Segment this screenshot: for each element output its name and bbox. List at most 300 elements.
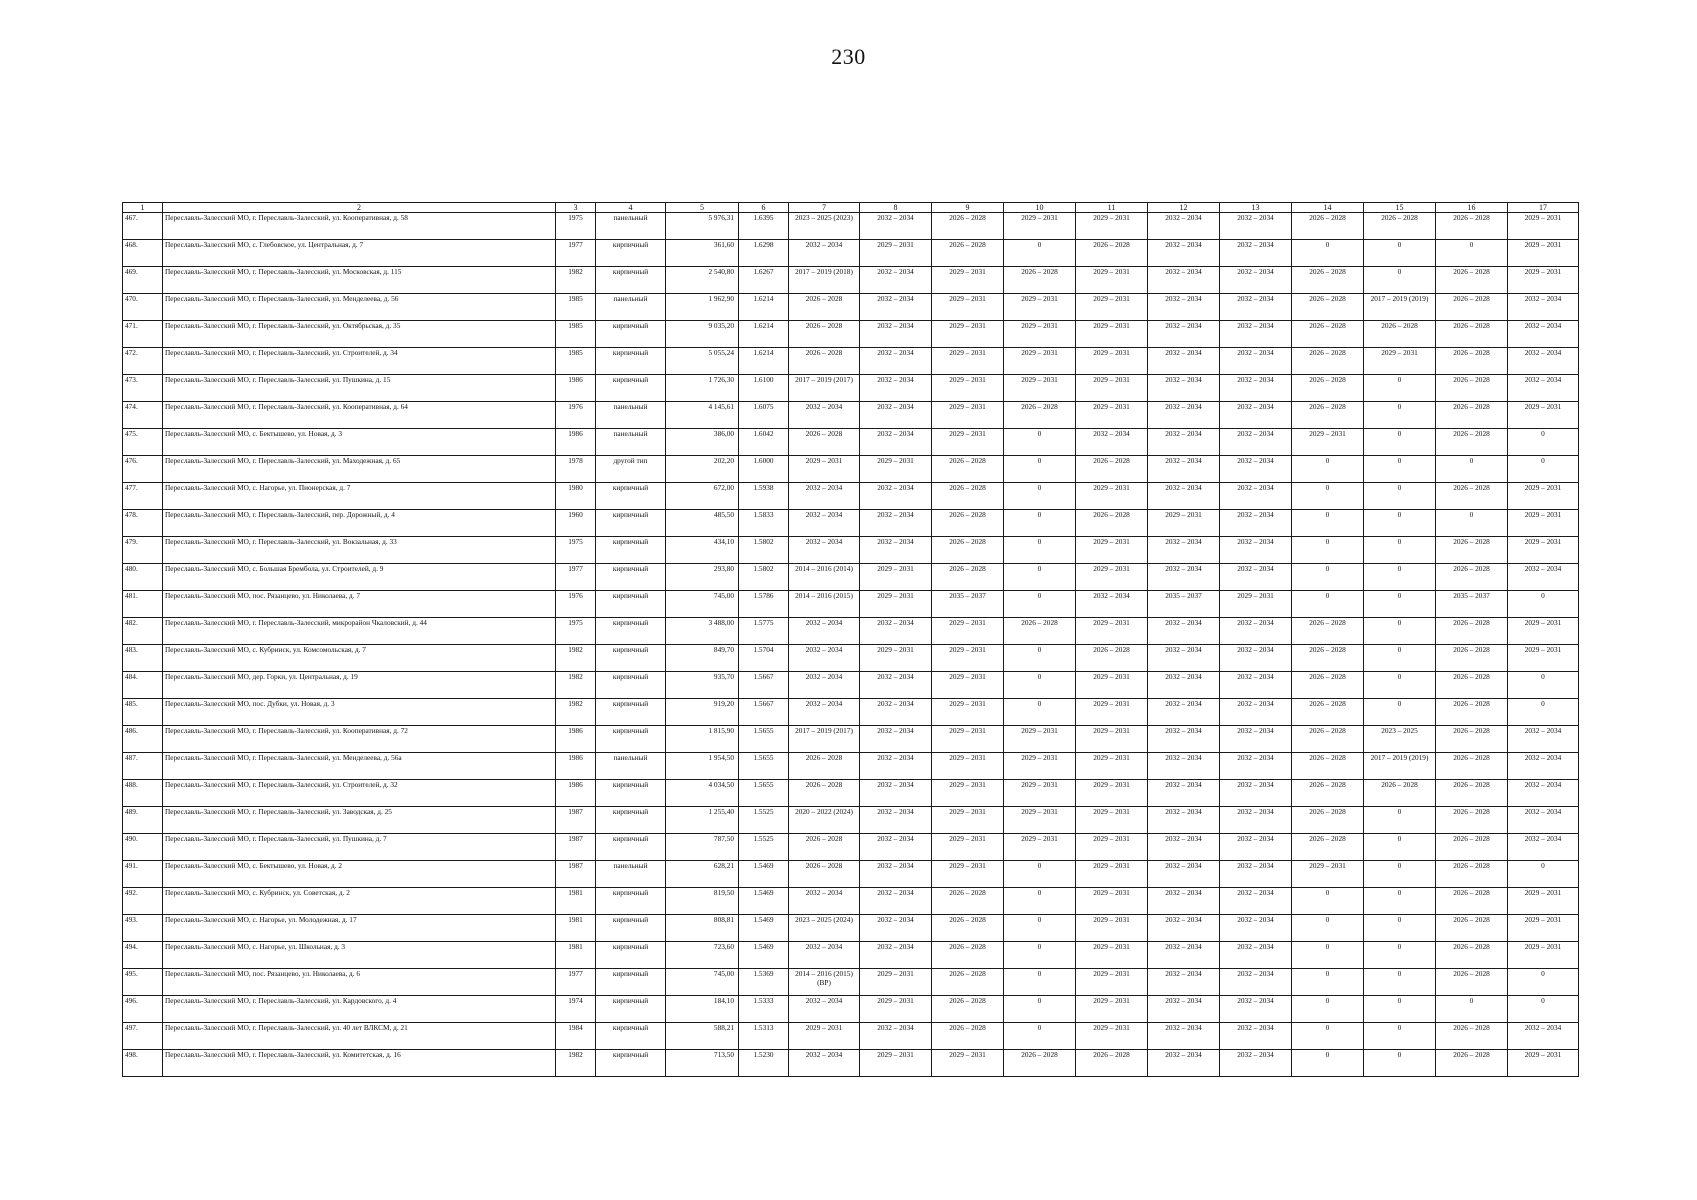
repair-period-cell: 2032 – 2034	[1220, 861, 1292, 888]
row-number-cell: 495.	[123, 969, 163, 996]
repair-period-cell: 2026 – 2028	[1436, 888, 1508, 915]
repair-period-cell: 2026 – 2028	[1436, 1023, 1508, 1050]
repair-period-cell: 2032 – 2034	[1220, 294, 1292, 321]
repair-period-cell: 0	[1364, 267, 1436, 294]
repair-period-cell: 2032 – 2034	[1220, 969, 1292, 996]
repair-period-cell: 2032 – 2034	[1508, 321, 1579, 348]
repair-period-cell: 2020 – 2022 (2024)	[789, 807, 860, 834]
area-cell: 202,20	[666, 456, 739, 483]
repair-period-cell: 2026 – 2028	[789, 780, 860, 807]
repair-period-cell: 2026 – 2028	[1436, 402, 1508, 429]
repair-period-cell: 2032 – 2034	[789, 510, 860, 537]
index-cell: 1.5775	[739, 618, 789, 645]
repair-period-cell: 2032 – 2034	[1220, 510, 1292, 537]
wall-material-cell: панельный	[596, 753, 666, 780]
row-number-cell: 476.	[123, 456, 163, 483]
repair-period-cell: 2032 – 2034	[1148, 456, 1220, 483]
repair-period-cell: 0	[1508, 591, 1579, 618]
table-row	[123, 1023, 1579, 1050]
year-cell: 1982	[556, 267, 596, 294]
repair-period-cell: 2026 – 2028	[1292, 618, 1364, 645]
index-cell: 1.5469	[739, 861, 789, 888]
repair-period-cell: 2026 – 2028	[1436, 780, 1508, 807]
repair-period-cell: 2032 – 2034	[789, 1050, 860, 1077]
repair-period-cell: 2032 – 2034	[1148, 321, 1220, 348]
repair-period-cell: 2032 – 2034	[1220, 348, 1292, 375]
repair-period-cell: 2029 – 2031	[1076, 861, 1148, 888]
column-header: 9	[932, 203, 1004, 213]
address-cell: Переславль-Залесский МО, г. Переславль-Залесский, ул. Комитетская, д. 16	[163, 1050, 556, 1077]
row-number-cell: 490.	[123, 834, 163, 861]
repair-period-cell: 2029 – 2031	[1004, 780, 1076, 807]
index-cell: 1.5469	[739, 915, 789, 942]
repair-period-cell: 2032 – 2034	[789, 888, 860, 915]
repair-period-cell: 2029 – 2031	[932, 402, 1004, 429]
repair-period-cell: 2032 – 2034	[1148, 213, 1220, 240]
wall-material-cell: кирпичный	[596, 699, 666, 726]
repair-period-cell: 2026 – 2028	[1292, 672, 1364, 699]
repair-period-cell: 2026 – 2028	[1076, 456, 1148, 483]
repair-period-cell: 2032 – 2034	[1148, 780, 1220, 807]
repair-period-cell: 0	[1364, 699, 1436, 726]
table-row	[123, 996, 1579, 1023]
repair-period-cell: 2032 – 2034	[1220, 672, 1292, 699]
repair-period-cell: 0	[1364, 618, 1436, 645]
table-row	[123, 294, 1579, 321]
row-number-cell: 473.	[123, 375, 163, 402]
repair-period-cell: 2029 – 2031	[1508, 510, 1579, 537]
repair-period-cell: 2032 – 2034	[1148, 996, 1220, 1023]
repair-period-cell: 2032 – 2034	[1220, 780, 1292, 807]
address-cell: Переславль-Залесский МО, г. Переславль-Залесский, ул. Пушкина, д. 7	[163, 834, 556, 861]
repair-period-cell: 2026 – 2028	[789, 861, 860, 888]
index-cell: 1.5704	[739, 645, 789, 672]
year-cell: 1987	[556, 861, 596, 888]
year-cell: 1977	[556, 240, 596, 267]
repair-period-cell: 2029 – 2031	[932, 672, 1004, 699]
repair-period-cell: 2032 – 2034	[860, 402, 932, 429]
repair-period-cell: 2032 – 2034	[860, 753, 932, 780]
address-cell: Переславль-Залесский МО, г. Переславль-Залесский, ул. Строителей, д. 32	[163, 780, 556, 807]
repair-period-cell: 2032 – 2034	[1148, 537, 1220, 564]
repair-period-cell: 2032 – 2034	[1148, 240, 1220, 267]
repair-period-cell: 2032 – 2034	[1148, 348, 1220, 375]
row-number-cell: 477.	[123, 483, 163, 510]
repair-period-cell: 2026 – 2028	[1076, 240, 1148, 267]
repair-period-cell: 2029 – 2031	[932, 1050, 1004, 1077]
repair-period-cell: 2029 – 2031	[1076, 780, 1148, 807]
repair-period-cell: 2032 – 2034	[1508, 375, 1579, 402]
repair-period-cell: 2032 – 2034	[1220, 726, 1292, 753]
repair-period-cell: 2029 – 2031	[1508, 618, 1579, 645]
area-cell: 628,21	[666, 861, 739, 888]
year-cell: 1985	[556, 294, 596, 321]
repair-period-cell: 2026 – 2028	[1436, 537, 1508, 564]
address-cell: Переславль-Залесский МО, г. Переславль-Залесский, ул. Вокзальная, д. 33	[163, 537, 556, 564]
repair-period-cell: 0	[1292, 942, 1364, 969]
address-cell: Переславль-Залесский МО, г. Переславль-Залесский, ул. Заводская, д. 25	[163, 807, 556, 834]
repair-period-cell: 2029 – 2031	[1076, 213, 1148, 240]
repair-period-cell: 2032 – 2034	[860, 942, 932, 969]
repair-period-cell: 2032 – 2034	[1220, 996, 1292, 1023]
wall-material-cell: кирпичный	[596, 537, 666, 564]
area-cell: 819,50	[666, 888, 739, 915]
address-cell: Переславль-Залесский МО, с. Бектышево, ул. Новая, д. 3	[163, 429, 556, 456]
repair-period-cell: 0	[1508, 429, 1579, 456]
wall-material-cell: панельный	[596, 213, 666, 240]
repair-period-cell: 2032 – 2034	[860, 807, 932, 834]
table-row	[123, 402, 1579, 429]
repair-period-cell: 2017 – 2019 (2017)	[789, 726, 860, 753]
repair-period-cell: 2026 – 2028	[1076, 1050, 1148, 1077]
repair-period-cell: 2032 – 2034	[860, 267, 932, 294]
repair-period-cell: 2032 – 2034	[789, 483, 860, 510]
address-cell: Переславль-Залесский МО, г. Переславль-Залесский, микрорайон Чкаловский, д. 44	[163, 618, 556, 645]
repair-period-cell: 2026 – 2028	[1436, 861, 1508, 888]
repair-period-cell: 2032 – 2034	[1220, 240, 1292, 267]
year-cell: 1976	[556, 402, 596, 429]
repair-period-cell: 2026 – 2028	[1436, 213, 1508, 240]
repair-period-cell: 2032 – 2034	[1148, 564, 1220, 591]
year-cell: 1982	[556, 645, 596, 672]
repair-period-cell: 2032 – 2034	[860, 213, 932, 240]
row-number-cell: 480.	[123, 564, 163, 591]
table-row	[123, 753, 1579, 780]
repair-period-cell: 2029 – 2031	[1508, 537, 1579, 564]
area-cell: 293,80	[666, 564, 739, 591]
repair-period-cell: 2029 – 2031	[789, 1023, 860, 1050]
wall-material-cell: кирпичный	[596, 510, 666, 537]
repair-period-cell: 2029 – 2031	[1508, 267, 1579, 294]
repair-period-cell: 2032 – 2034	[860, 699, 932, 726]
repair-period-cell: 2029 – 2031	[1076, 699, 1148, 726]
repair-period-cell: 2029 – 2031	[1004, 213, 1076, 240]
repair-period-cell: 2029 – 2031	[1076, 726, 1148, 753]
address-cell: Переславль-Залесский МО, пос. Рязанцево, ул. Николаева, д. 7	[163, 591, 556, 618]
wall-material-cell: кирпичный	[596, 996, 666, 1023]
repair-period-cell: 2032 – 2034	[860, 726, 932, 753]
repair-period-cell: 2026 – 2028	[932, 456, 1004, 483]
area-cell: 434,10	[666, 537, 739, 564]
repair-period-cell: 0	[1508, 996, 1579, 1023]
repair-period-cell: 2032 – 2034	[1508, 294, 1579, 321]
repair-period-cell: 2026 – 2028	[1292, 348, 1364, 375]
repair-period-cell: 2032 – 2034	[1220, 402, 1292, 429]
repair-period-cell: 2029 – 2031	[932, 861, 1004, 888]
repair-period-cell: 2029 – 2031	[1508, 240, 1579, 267]
wall-material-cell: кирпичный	[596, 915, 666, 942]
repair-period-cell: 2032 – 2034	[1508, 348, 1579, 375]
repair-period-cell: 2029 – 2031	[1076, 618, 1148, 645]
repair-period-cell: 2032 – 2034	[1220, 321, 1292, 348]
repair-period-cell: 0	[1364, 1023, 1436, 1050]
repair-period-cell: 2032 – 2034	[1148, 429, 1220, 456]
repair-period-cell: 0	[1292, 537, 1364, 564]
index-cell: 1.6042	[739, 429, 789, 456]
table-row	[123, 375, 1579, 402]
repair-period-cell: 2026 – 2028	[1436, 672, 1508, 699]
repair-period-cell: 2032 – 2034	[1148, 1050, 1220, 1077]
row-number-cell: 483.	[123, 645, 163, 672]
repair-period-cell: 2026 – 2028	[789, 753, 860, 780]
wall-material-cell: кирпичный	[596, 645, 666, 672]
repair-period-cell: 0	[1508, 969, 1579, 996]
address-cell: Переславль-Залесский МО, с. Кубринск, ул. Комсомольская, д. 7	[163, 645, 556, 672]
repair-period-cell: 0	[1004, 564, 1076, 591]
repair-period-cell: 0	[1004, 1023, 1076, 1050]
area-cell: 672,00	[666, 483, 739, 510]
index-cell: 1.6000	[739, 456, 789, 483]
repair-period-cell: 0	[1004, 537, 1076, 564]
table-row	[123, 780, 1579, 807]
repair-period-cell: 0	[1292, 969, 1364, 996]
repair-period-cell: 2032 – 2034	[1220, 807, 1292, 834]
repair-period-cell: 0	[1004, 915, 1076, 942]
repair-period-cell: 0	[1292, 1050, 1364, 1077]
index-cell: 1.5802	[739, 564, 789, 591]
repair-period-cell: 2032 – 2034	[1076, 429, 1148, 456]
repair-period-cell: 0	[1436, 510, 1508, 537]
repair-period-cell: 2029 – 2031	[1076, 483, 1148, 510]
repair-period-cell: 2032 – 2034	[1148, 483, 1220, 510]
repair-period-cell: 2032 – 2034	[789, 402, 860, 429]
repair-period-cell: 2032 – 2034	[1148, 915, 1220, 942]
repair-period-cell: 2029 – 2031	[932, 294, 1004, 321]
repair-period-cell: 0	[1364, 888, 1436, 915]
repair-period-cell: 2029 – 2031	[860, 1050, 932, 1077]
repair-period-cell: 0	[1004, 510, 1076, 537]
repair-period-cell: 2029 – 2031	[1508, 888, 1579, 915]
area-cell: 361,60	[666, 240, 739, 267]
repair-period-cell: 2032 – 2034	[1508, 753, 1579, 780]
address-cell: Переславль-Залесский МО, с. Бектышево, ул. Новая, д. 2	[163, 861, 556, 888]
wall-material-cell: кирпичный	[596, 780, 666, 807]
repair-period-cell: 2029 – 2031	[1004, 807, 1076, 834]
repair-period-cell: 2023 – 2025 (2024)	[789, 915, 860, 942]
table-row	[123, 915, 1579, 942]
repair-period-cell: 2017 – 2019 (2019)	[1364, 294, 1436, 321]
repair-period-cell: 2026 – 2028	[1436, 807, 1508, 834]
repair-period-cell: 2029 – 2031	[1076, 807, 1148, 834]
repair-period-cell: 2029 – 2031	[1004, 726, 1076, 753]
repair-period-cell: 2026 – 2028	[1004, 1050, 1076, 1077]
index-cell: 1.5786	[739, 591, 789, 618]
column-header: 8	[860, 203, 932, 213]
repair-period-cell: 0	[1364, 969, 1436, 996]
table-row	[123, 726, 1579, 753]
row-number-cell: 478.	[123, 510, 163, 537]
address-cell: Переславль-Залесский МО, пос. Дубки, ул. Новая, д. 3	[163, 699, 556, 726]
repair-period-cell: 2026 – 2028	[789, 834, 860, 861]
repair-period-cell: 2032 – 2034	[1220, 267, 1292, 294]
repair-period-cell: 2029 – 2031	[1076, 942, 1148, 969]
address-cell: Переславль-Залесский МО, с. Большая Брембола, ул. Строителей, д. 9	[163, 564, 556, 591]
table-row	[123, 240, 1579, 267]
repair-period-cell: 2029 – 2031	[1508, 942, 1579, 969]
repair-period-cell: 2026 – 2028	[932, 564, 1004, 591]
repair-period-cell: 0	[1004, 942, 1076, 969]
repair-period-cell: 0	[1364, 537, 1436, 564]
index-cell: 1.5333	[739, 996, 789, 1023]
repair-period-cell: 0	[1292, 456, 1364, 483]
repair-period-cell: 2029 – 2031	[1076, 348, 1148, 375]
address-cell: Переславль-Залесский МО, г. Переславль-Залесский, пер. Дорожный, д. 4	[163, 510, 556, 537]
year-cell: 1974	[556, 996, 596, 1023]
repair-period-cell: 2032 – 2034	[1220, 1050, 1292, 1077]
table-row	[123, 969, 1579, 996]
address-cell: Переславль-Залесский МО, г. Переславль-Залесский, ул. Октябрьская, д. 35	[163, 321, 556, 348]
repair-period-cell: 2032 – 2034	[1508, 780, 1579, 807]
address-cell: Переславль-Залесский МО, пос. Рязанцево, ул. Николаева, д. 6	[163, 969, 556, 996]
repair-period-cell: 2029 – 2031	[932, 726, 1004, 753]
repair-period-cell: 2026 – 2028	[1436, 645, 1508, 672]
row-number-cell: 469.	[123, 267, 163, 294]
address-cell: Переславль-Залесский МО, г. Переславль-Залесский, ул. Московская, д. 115	[163, 267, 556, 294]
year-cell: 1986	[556, 726, 596, 753]
address-cell: Переславль-Залесский МО, г. Переславль-Залесский, ул. 40 лет ВЛКСМ, д. 21	[163, 1023, 556, 1050]
repair-period-cell: 2032 – 2034	[1508, 834, 1579, 861]
wall-material-cell: кирпичный	[596, 942, 666, 969]
row-number-cell: 472.	[123, 348, 163, 375]
repair-period-cell: 2029 – 2031	[1076, 1023, 1148, 1050]
repair-period-cell: 2032 – 2034	[1148, 834, 1220, 861]
repair-period-cell: 2032 – 2034	[1148, 969, 1220, 996]
repair-period-cell: 2029 – 2031	[1076, 834, 1148, 861]
repair-period-cell: 2032 – 2034	[1220, 429, 1292, 456]
repair-period-cell: 0	[1364, 564, 1436, 591]
table-row	[123, 834, 1579, 861]
column-header: 13	[1220, 203, 1292, 213]
repair-period-cell: 0	[1292, 996, 1364, 1023]
repair-period-cell: 2026 – 2028	[1292, 375, 1364, 402]
table-row	[123, 942, 1579, 969]
repair-period-cell: 2029 – 2031	[932, 699, 1004, 726]
repair-period-cell: 2032 – 2034	[1220, 618, 1292, 645]
wall-material-cell: кирпичный	[596, 375, 666, 402]
repair-period-cell: 0	[1292, 240, 1364, 267]
repair-period-cell: 2032 – 2034	[860, 672, 932, 699]
repair-period-cell: 2026 – 2028	[1364, 780, 1436, 807]
table-row	[123, 888, 1579, 915]
repair-period-cell: 2029 – 2031	[860, 996, 932, 1023]
address-cell: Переславль-Залесский МО, г. Переславль-Залесский, ул. Кооперативная, д. 72	[163, 726, 556, 753]
repair-period-cell: 0	[1508, 672, 1579, 699]
address-cell: Переславль-Залесский МО, с. Глебовское, ул. Центральная, д. 7	[163, 240, 556, 267]
housing-registry-table	[122, 202, 1579, 1077]
index-cell: 1.5655	[739, 726, 789, 753]
wall-material-cell: кирпичный	[596, 807, 666, 834]
column-header: 17	[1508, 203, 1579, 213]
year-cell: 1985	[556, 321, 596, 348]
area-cell: 1 815,90	[666, 726, 739, 753]
repair-period-cell: 2032 – 2034	[860, 294, 932, 321]
repair-period-cell: 2029 – 2031	[932, 645, 1004, 672]
table-row	[123, 537, 1579, 564]
page-number: 230	[831, 44, 866, 69]
repair-period-cell: 0	[1004, 672, 1076, 699]
repair-period-cell: 2026 – 2028	[1292, 213, 1364, 240]
index-cell: 1.5313	[739, 1023, 789, 1050]
repair-period-cell: 2029 – 2031	[860, 456, 932, 483]
repair-period-cell: 0	[1364, 429, 1436, 456]
repair-period-cell: 2029 – 2031	[1076, 294, 1148, 321]
repair-period-cell: 0	[1364, 915, 1436, 942]
repair-period-cell: 0	[1364, 807, 1436, 834]
index-cell: 1.5833	[739, 510, 789, 537]
repair-period-cell: 2032 – 2034	[1148, 1023, 1220, 1050]
repair-period-cell: 0	[1004, 240, 1076, 267]
area-cell: 808,81	[666, 915, 739, 942]
repair-period-cell: 0	[1508, 699, 1579, 726]
wall-material-cell: кирпичный	[596, 726, 666, 753]
row-number-cell: 494.	[123, 942, 163, 969]
row-number-cell: 479.	[123, 537, 163, 564]
repair-period-cell: 2026 – 2028	[1292, 645, 1364, 672]
column-header: 14	[1292, 203, 1364, 213]
repair-period-cell: 0	[1436, 456, 1508, 483]
repair-period-cell: 2032 – 2034	[1220, 834, 1292, 861]
repair-period-cell: 2029 – 2031	[1004, 321, 1076, 348]
address-cell: Переславль-Залесский МО, г. Переславль-Залесский, ул. Менделеева, д. 56	[163, 294, 556, 321]
repair-period-cell: 2026 – 2028	[1364, 321, 1436, 348]
repair-period-cell: 2029 – 2031	[932, 267, 1004, 294]
column-header: 1	[123, 203, 163, 213]
repair-period-cell: 0	[1004, 483, 1076, 510]
repair-period-cell: 0	[1436, 996, 1508, 1023]
repair-period-cell: 2032 – 2034	[860, 1023, 932, 1050]
area-cell: 1 726,30	[666, 375, 739, 402]
repair-period-cell: 2026 – 2028	[1436, 321, 1508, 348]
repair-period-cell: 2032 – 2034	[1220, 753, 1292, 780]
repair-period-cell: 2026 – 2028	[1436, 969, 1508, 996]
year-cell: 1977	[556, 969, 596, 996]
area-cell: 935,70	[666, 672, 739, 699]
wall-material-cell: кирпичный	[596, 321, 666, 348]
repair-period-cell: 0	[1292, 888, 1364, 915]
repair-period-cell: 2026 – 2028	[1292, 294, 1364, 321]
table-row	[123, 618, 1579, 645]
area-cell: 386,00	[666, 429, 739, 456]
year-cell: 1975	[556, 213, 596, 240]
row-number-cell: 496.	[123, 996, 163, 1023]
index-cell: 1.5655	[739, 780, 789, 807]
table-row	[123, 267, 1579, 294]
repair-period-cell: 2032 – 2034	[789, 537, 860, 564]
repair-period-cell: 2032 – 2034	[1220, 888, 1292, 915]
address-cell: Переславль-Залесский МО, с. Нагорье, ул. Пионерская, д. 7	[163, 483, 556, 510]
repair-period-cell: 2026 – 2028	[1004, 267, 1076, 294]
repair-period-cell: 2029 – 2031	[1076, 996, 1148, 1023]
index-cell: 1.6075	[739, 402, 789, 429]
index-cell: 1.6214	[739, 294, 789, 321]
area-cell: 5 055,24	[666, 348, 739, 375]
repair-period-cell: 2026 – 2028	[1436, 483, 1508, 510]
repair-period-cell: 2032 – 2034	[789, 618, 860, 645]
column-header: 5	[666, 203, 739, 213]
repair-period-cell: 0	[1004, 996, 1076, 1023]
repair-period-cell: 2026 – 2028	[932, 888, 1004, 915]
row-number-cell: 471.	[123, 321, 163, 348]
repair-period-cell: 2029 – 2031	[1076, 402, 1148, 429]
repair-period-cell: 0	[1364, 510, 1436, 537]
repair-period-cell: 2026 – 2028	[1076, 645, 1148, 672]
repair-period-cell: 2029 – 2031	[1076, 753, 1148, 780]
repair-period-cell: 2032 – 2034	[1148, 861, 1220, 888]
wall-material-cell: кирпичный	[596, 834, 666, 861]
repair-period-cell: 2026 – 2028	[1436, 564, 1508, 591]
repair-period-cell: 2029 – 2031	[932, 321, 1004, 348]
repair-period-cell: 2032 – 2034	[1220, 564, 1292, 591]
